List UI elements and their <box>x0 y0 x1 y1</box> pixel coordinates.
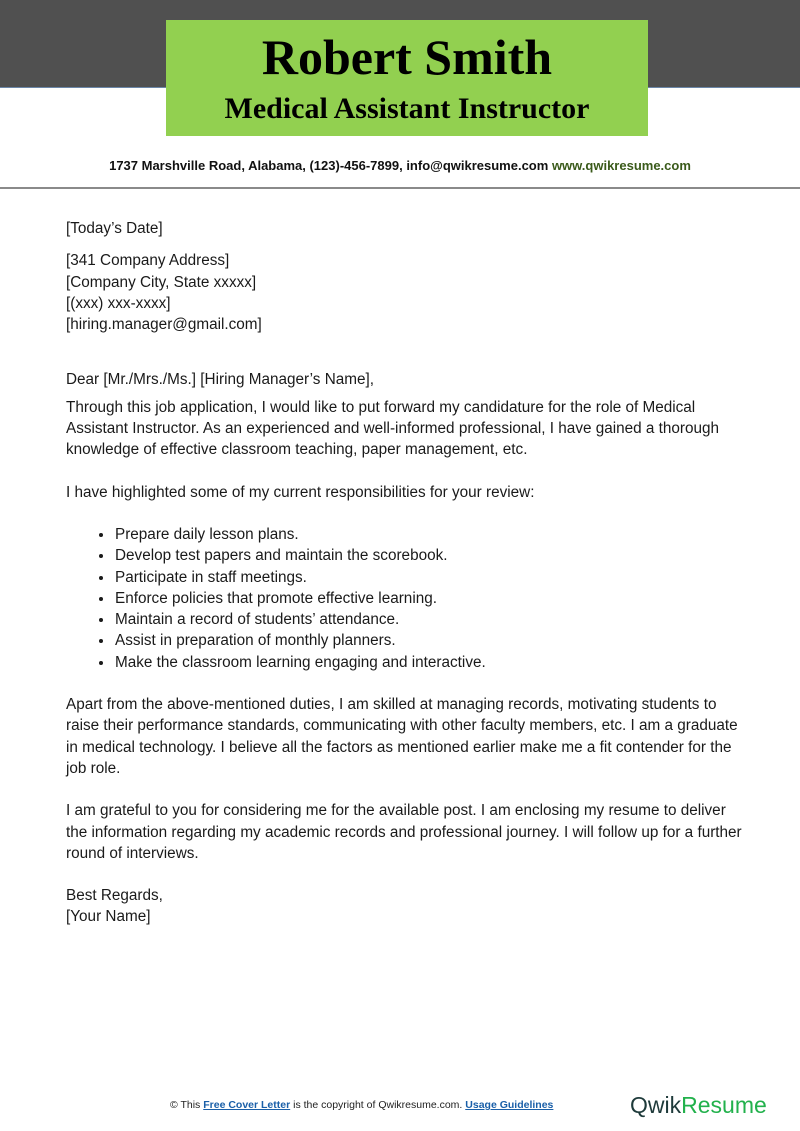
list-intro: I have highlighted some of my current responsibilities for your review: <box>66 483 535 501</box>
skills-paragraph: Apart from the above-mentioned duties, I am skilled at managing records, motivating students to raise their performance standards, communicating with other faculty members, etc. I am a graduate in medical technology. I believe all the factors as mentioned earlier make me a fit contender for the job role. <box>66 696 738 777</box>
signature: [Your Name] <box>66 908 151 926</box>
list-item: • Maintain a record of students’ attendance. <box>114 609 746 630</box>
logo-resume: Resume <box>681 1092 767 1118</box>
footer-prefix: © This <box>170 1099 201 1111</box>
job-title: Medical Assistant Instructor <box>224 92 590 125</box>
address-line: [hiring.manager@gmail.com] <box>66 316 262 334</box>
list-item: • Make the classroom learning engaging and interactive. <box>114 652 746 673</box>
divider <box>0 187 800 189</box>
footer-copyright: is the copyright of Qwikresume.com. <box>293 1099 463 1111</box>
list-item: • Enforce policies that promote effective learning. <box>114 588 746 609</box>
logo-qwik: Qwik <box>630 1092 682 1118</box>
footer <box>170 1099 553 1111</box>
name-box <box>166 20 648 136</box>
free-cover-letter-link[interactable]: Free Cover Letter <box>203 1099 291 1111</box>
applicant-name: Robert Smith <box>261 29 553 85</box>
letter-body <box>66 218 746 928</box>
qwikresume-logo <box>630 1092 767 1119</box>
list-item: • Assist in preparation of monthly planners. <box>114 630 746 651</box>
contact-line <box>0 158 800 173</box>
intro-paragraph: Through this job application, I would like to put forward my candidature for the role of Medical Assistant Instructor. As an experienced and well-informed professional, I have gained a thorough knowledge of effective classroom teaching, paper management, etc. <box>66 398 720 459</box>
list-item: • Develop test papers and maintain the scorebook. <box>114 545 746 566</box>
salutation: Dear [Mr./Mrs./Ms.] [Hiring Manager’s Name], <box>66 371 374 389</box>
address-line: [341 Company Address] <box>66 252 230 270</box>
list-item: • Prepare daily lesson plans. <box>114 524 746 545</box>
website-link[interactable]: www.qwikresume.com <box>551 158 691 173</box>
list-item: • Participate in staff meetings. <box>114 567 746 588</box>
address-line: [(xxx) xxx-xxxx] <box>66 294 171 312</box>
date: [Today’s Date] <box>66 220 163 237</box>
address-line: [Company City, State xxxxx] <box>66 273 257 291</box>
responsibilities-list <box>66 524 746 673</box>
contact-info: 1737 Marshville Road, Alabama, (123)-456-7899, info@qwikresume.com <box>109 158 549 173</box>
closing-paragraph: I am grateful to you for considering me for the available post. I am enclosing my resume to deliver the information regarding my academic records and professional journey. I will follow up for a further round of interviews. <box>66 802 742 862</box>
usage-guidelines-link[interactable]: Usage Guidelines <box>465 1099 554 1111</box>
closing: Best Regards, <box>66 887 163 905</box>
